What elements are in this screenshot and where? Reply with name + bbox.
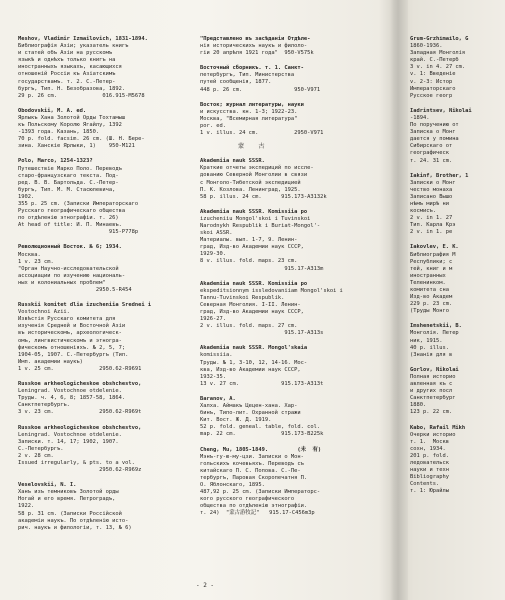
catalog-entry [200, 102, 390, 137]
entry-line: Москва, "Всемирная литература" [200, 115, 298, 122]
entry-line: 2950.62-R969z [18, 467, 142, 474]
entry-heading: Imshenetskii, B. [410, 323, 462, 330]
right-column [410, 36, 505, 503]
entry-line: старо-французскаго текста. Под- [18, 172, 119, 179]
entry-line: 29 p. 26 cm. 016.915-M5678 [18, 92, 145, 99]
book-gutter [390, 0, 408, 600]
entry-line: map. 22 cm. 915.173-B225k [200, 431, 324, 438]
entry-heading: Russkoe arkheologicheskoe obshchestvo, [18, 424, 142, 431]
entry-line: петербургъ, Тип. Министерства [200, 72, 295, 79]
entry-line: край. С.-Петерб [410, 57, 459, 64]
entry-line: отношеній Россіи къ Азіатскимъ [18, 71, 116, 78]
entry-line: По поручению от [410, 122, 459, 129]
entry-heading: Obodovskii, M. A. ed. [18, 107, 87, 114]
entry-line: 3 v. 23 cm. 2950.62-R969t [18, 409, 142, 416]
entry-heading: Восточный сборникъ. т. 1. Санкт- [200, 65, 304, 72]
entry-line: Тип. Карла Крэ [410, 222, 456, 229]
entry-line: 40 p. illus. [410, 344, 449, 351]
catalog-entry [410, 425, 505, 496]
entry-line: географическ [410, 150, 449, 157]
entry-heading: Cheng, Mu, 1805-1849. (未 有) [200, 446, 322, 453]
entry-line: Библиография М [410, 251, 456, 258]
entry-line: Narodnykh Respublik i Buriat-Mongol'- [200, 222, 321, 229]
entry-heading: Революционный Восток. № 6; 1934. [18, 244, 122, 251]
entry-line: Записки. т. 14, 17; 1902, 1907. [18, 438, 119, 445]
entry-line: Москва. [18, 251, 41, 258]
entry-line: и других посл [410, 388, 453, 395]
entry-line: 1932-35. [200, 373, 226, 380]
entry-line: Ярлыкъ Хана Золотой Орды Тохтамыш [18, 114, 126, 121]
entry-line: Leningrad. Vostochnoe otdelenie. [18, 388, 122, 395]
catalog-entry [18, 108, 188, 151]
entry-heading: Akademiia nauk SSSR. Komissiia po [200, 208, 308, 215]
entry-line: 1 v. 25 cm. 2950.62-R9691 [18, 365, 142, 372]
entry-heading: Russkoe arkheologicheskoe obshchestvo, [18, 381, 142, 388]
entry-line: por. ed. [200, 122, 226, 129]
catalog-entry [410, 173, 505, 237]
entry-line: Путешествіе Марко Поло. Переводъ [18, 165, 122, 172]
entry-line: Императорскаго [410, 85, 456, 92]
entry-heading: Gorlov, Nikolai [410, 366, 459, 373]
entry-line: Issued irregularly, & pts. to a vol. [18, 459, 135, 466]
entry-heading: Grum-Grzhimailo, G [410, 36, 469, 42]
entry-heading: Akademiia nauk SSSR. Mongol'skaia [200, 345, 308, 352]
entry-line: 1904-05, 1907. С.-Петербургъ (Тип. [18, 351, 129, 358]
entry-line: омъ, лингвистическомъ и этногра- [18, 337, 122, 344]
entry-line: бургъ, Тип. Н. Безобразова, 1892. [18, 85, 126, 92]
entry-line: кого русского географического [200, 496, 295, 503]
catalog-entry [410, 244, 505, 315]
catalog-entry [200, 36, 390, 57]
catalog-entry [200, 345, 390, 388]
entry-line: Записка о Монг [410, 129, 456, 136]
entry-line: Bibliography [410, 474, 449, 481]
entry-line: общества по отдѣленію этнографіи. [200, 503, 308, 510]
entry-line: китайскаго П. С. Попова. С.-Пе- [200, 467, 301, 474]
entry-line: нія историческихъ наукъ и филоло- [200, 43, 308, 50]
entry-line: (Знанія для в [410, 351, 453, 358]
catalog-entry [410, 36, 505, 100]
entry-line: -1393 года. Казань, 1850. [18, 129, 100, 136]
entry-line: 2 v. in 1. 27 [410, 215, 453, 222]
entry-heading: Kabo, Rafail Mikh [410, 424, 466, 431]
entry-line: Записано Вышо [410, 193, 453, 200]
entry-line: Западная Монголія [410, 50, 466, 57]
entry-line: комитета сна [410, 287, 449, 293]
entry-line: Северная Монголия. I-II. Ленин- [200, 301, 301, 308]
entry-line: фическомъ отношеніяхъ. № 2, 5, 7; [18, 344, 126, 351]
entry-line: 1860-1936. [410, 43, 443, 50]
entry-line: Полная историо [410, 373, 456, 380]
entry-line: ник, 1915. [410, 337, 443, 344]
entry-heading: Iakovlev, E. K. [410, 244, 459, 251]
entry-line: -1894. [410, 114, 430, 121]
entry-heading: Akademiia nauk SSSR. Komissiia po [200, 280, 308, 287]
entry-line: чество монаха [410, 186, 453, 193]
catalog-entry [200, 209, 390, 273]
page-number: - 2 - [195, 582, 215, 589]
entry-line: ква, Изд-во Академии наук СССР, [200, 366, 301, 373]
entry-line: 448 p. 26 cm. 950-V971 [200, 86, 321, 93]
entry-line: "Орган Научно-исследовательской [18, 265, 119, 272]
entry-line: ных и колониальных проблем" [18, 279, 106, 286]
entry-line: 1902. [18, 193, 35, 200]
entry-line: ледовательск [410, 459, 449, 466]
entry-line: 2 v. 28 cm. [18, 452, 54, 459]
entry-line: т. 1. Москв [410, 438, 449, 445]
entry-line: Труды. № 1, 3-10, 12, 14-16. Мос- [200, 359, 308, 366]
entry-line: и статей объ Азіи на русскомъ [18, 50, 113, 57]
entry-line: зина. Ханскіе Ярлыки, 1) 950-M121 [18, 143, 135, 150]
entry-line: Vostochnoi Azii. [18, 309, 70, 316]
entry-line: С.-Петербургъ. [18, 445, 64, 452]
entry-line: т. 24. 31 cm. [410, 157, 453, 164]
entry-line: komissiia. [200, 352, 233, 359]
entry-line: 2 v. in 1. pe [410, 229, 453, 236]
entry-line: 487,92 p. 25 cm. (Записки Императорс- [200, 489, 321, 496]
entry-heading: Polo, Marco, 1254-1323? [18, 158, 93, 165]
entry-line: Русское геогр [410, 92, 453, 99]
entry-heading: Восток; журнал литературы, науки [200, 101, 304, 108]
entry-line: At head of title: И. П. Минаевъ. [18, 222, 122, 229]
entry-line: Кит. Вост. Ж. Д. 1919. [200, 417, 272, 424]
catalog-entry [200, 65, 390, 93]
entry-line: по отдѣленію этнографіи. т. 26) [18, 215, 119, 222]
entry-line: 201 p. fold. [410, 452, 449, 459]
entry-line: Извѣстія Русскаго комитета для [18, 316, 116, 323]
entry-line: Tannu-Tuvinskoi Respublik. [200, 294, 285, 301]
entry-line: и искусства. кн. 1-3; 1922-23. [200, 108, 298, 115]
entry-line: языкѣ и однѣхъ только книгъ на [18, 57, 116, 64]
entry-line: Республики; с [410, 258, 453, 265]
entry-line: 13 v. 27 cm. 915.173-A313t [200, 380, 324, 387]
entry-line: 1 v. illus. 24 cm. 2950-V971 [200, 130, 324, 137]
entry-line: О. Яблонскаго, 1895. [200, 481, 265, 488]
section-ornament: 蒙 古 [238, 143, 265, 151]
catalog-entry [18, 158, 188, 236]
entry-line: 229 p. 23 cm. [410, 301, 453, 308]
entry-line: дованию Северной Монголии в связи [200, 172, 308, 179]
entry-line: къ Польскому Королю Ягайлу, 1392 [18, 122, 122, 129]
entry-line: иностранныхъ языкахъ, касающихся [18, 64, 122, 71]
entry-line: с Монголо-Тибетской экспедицией [200, 179, 301, 186]
entry-line: Санктпетербург [410, 395, 456, 402]
entry-line: v. 2-3: Истор [410, 78, 453, 85]
left-column [18, 36, 188, 540]
entry-line: Материалы. вып. 1-7, 9. Ленин- [200, 237, 298, 244]
entry-line: Записки о Монг [410, 179, 456, 186]
entry-line: космисъ. [410, 208, 436, 215]
entry-line: тей, книг и м [410, 265, 453, 272]
entry-line: 355 p. 25 cm. (Записки Императорскаго [18, 200, 139, 207]
entry-line: ekspeditsionnym issledovaniiam Mongol'skoi i [200, 287, 343, 294]
entry-heading: Iadrintsev, Nikolai [410, 107, 472, 114]
entry-line: 52 p. fold. geneal. table, fold. col. [200, 424, 321, 431]
catalog-entry [200, 281, 390, 338]
entry-line: v. 1: Введеніе [410, 71, 456, 78]
entry-line: ассоциации по изучению националь- [18, 272, 126, 279]
entry-line: izucheniiu Mongol'skoi i Tuvinskoi [200, 215, 311, 222]
entry-line: Изд-во Академ [410, 294, 453, 301]
entry-line: Имп. академии наукъ) [18, 358, 83, 365]
entry-line: бургъ, Тип. М. М. Стасюлевича, [18, 186, 116, 193]
entry-line: академіи наукъ. По отдѣленію исто- [18, 517, 129, 524]
entry-heading: Iakinf, Brother, 1 [410, 172, 469, 179]
entry-line: сохн, 1934. [410, 445, 446, 452]
entry-line: (Труды Монго [410, 308, 449, 315]
entry-line: 70 p. fold. facsim. 26 cm. (Ш. Н. Бере- [18, 136, 145, 143]
entry-line: т. 1: Юрайлы [410, 488, 449, 495]
entry-line: бинъ, Типо-лит. Охранной стражи [200, 410, 301, 417]
catalog-entry [410, 108, 505, 165]
entry-line: Ханъ изъ темниковъ Золотой орды [18, 489, 119, 496]
entry-line: Теленинком. [410, 279, 446, 286]
entry-line: Сибирскаго от [410, 143, 453, 150]
entry-line: т. 24) "蒙古游牧記" 915.17-C456m3p [200, 510, 315, 517]
entry-line: путей сообщенія, 1877. [200, 79, 272, 86]
entry-line: науки и техн [410, 467, 449, 474]
entry-line: Русскаго географическаго общества [18, 208, 126, 215]
entry-line: Contents. [410, 481, 440, 488]
entry-line: Библиографія Азіи; указатель книгъ [18, 43, 129, 50]
entry-line: skoi ASSR. [200, 230, 233, 237]
entry-line: 1929-30. [200, 251, 226, 258]
entry-line: тербургъ, Паровая Скоропечатня П. [200, 474, 308, 481]
entry-line: 915-P778p [18, 229, 139, 236]
entry-line: Leningrad. Vostochnoe otdelenie. [18, 431, 122, 438]
entry-line: град, Изд-во Академии наук СССР, [200, 244, 304, 251]
entry-line: 915.17-A313s [200, 330, 324, 337]
entry-line: 58 p. 31 cm. (Записки Россійской [18, 510, 122, 517]
entry-line: Очерки историо [410, 431, 456, 438]
entry-line: град, Изд-во Академии наук СССР, [200, 309, 304, 315]
entry-line: Халха. Аймакъ Цецен-хана. Хар- [200, 403, 298, 410]
entry-line: Краткие отчеты экспедиций по иссле- [200, 165, 314, 172]
entry-line: 3 v. in 4. 27 cm. [410, 64, 466, 71]
catalog-entry [200, 396, 390, 439]
entry-heading: "Представлено въ засѣданіи Отдѣле- [200, 36, 311, 42]
entry-line: Ногай и его время. Петроградъ, [18, 496, 116, 503]
catalog-entry [410, 323, 505, 358]
entry-line: авленная къ с [410, 381, 453, 388]
entry-line: 1922. [18, 503, 35, 510]
entry-line: ред. В. В. Бартольда. С.-Петер- [18, 179, 119, 186]
entry-line: рич. наукъ и филологіи, т. 13, № 6) [18, 524, 132, 531]
entry-line: Монголія. Петер [410, 330, 459, 337]
catalog-entry [18, 244, 188, 294]
entry-line: иностранных [410, 272, 446, 279]
middle-column [200, 36, 390, 525]
catalog-entry [410, 367, 505, 417]
catalog-entry [18, 302, 188, 373]
entry-line: Санктпетербургъ. [18, 402, 70, 409]
entry-line: 8 v. illus. fold. maps. 23 cm. [200, 258, 298, 265]
catalog-entry [18, 425, 188, 475]
entry-line: 58 p. illus. 24 cm. 915.173-A3132k [200, 193, 327, 200]
entry-line: изученія Средней и Восточной Азіи [18, 323, 126, 330]
entry-heading: Veselovskii, N. I. [18, 482, 77, 489]
entry-line: П. К. Козлова. Ленинград, 1925. [200, 186, 301, 193]
entry-line: 915.17-A313m [200, 265, 324, 272]
entry-line: Мэнъ-гу-ю-му-цзи. Записки о Мон- [200, 453, 304, 460]
entry-heading: Baranov, A. [200, 395, 236, 402]
entry-line: 123 p. 22 cm. [410, 409, 453, 416]
entry-line: 2 v. illus. fold. maps. 27 cm. [200, 323, 298, 330]
entry-heading: Russkii komitet dlia izucheniia Srednei i [18, 302, 152, 309]
entry-line: гіи 20 апрѣля 1921 года" 950-V575k [200, 50, 314, 57]
entry-line: въ историческомъ, археологическ- [18, 330, 122, 337]
entry-line: государствамъ. т. 2. С.-Петер- [18, 78, 116, 85]
entry-line: 1926-27. [200, 316, 226, 323]
catalog-entry [200, 447, 390, 518]
catalog-entry [18, 36, 188, 100]
entry-line: 1 v. 23 cm. [18, 258, 54, 265]
entry-line: гольскихъ кочевьяхъ. Переводъ съ [200, 460, 304, 467]
catalog-entry [18, 381, 188, 416]
entry-heading: Akademiia nauk SSSR. [200, 158, 265, 165]
entry-line: 1880. [410, 402, 427, 409]
catalog-entry [18, 482, 188, 532]
catalog-entry [200, 158, 390, 201]
entry-line: Труды. ч. 4, 6, 8; 1857-58, 1864. [18, 395, 126, 402]
entry-heading: Meshov, Vladimir Izmailovich, 1831-1894. [18, 36, 148, 42]
entry-line: дается у помина [410, 136, 459, 143]
entry-line: нѣмъ мирѣ ни [410, 200, 449, 207]
entry-line: 2950.5-R454 [18, 287, 132, 293]
